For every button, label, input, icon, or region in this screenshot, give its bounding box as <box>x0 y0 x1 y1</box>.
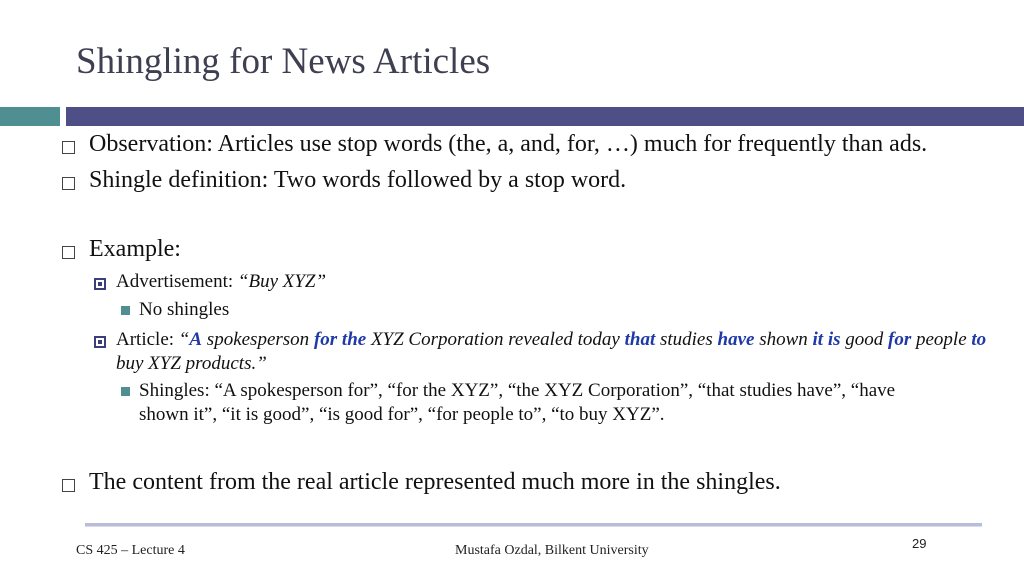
advertisement-text: “Buy XYZ” <box>237 271 327 292</box>
shingles-line-2: shown it”, “it is good”, “is good for”, “for people to”, “to buy XYZ”. <box>139 404 665 425</box>
stopword-for-the: for the <box>313 329 367 350</box>
sub-bullet-icon <box>94 336 106 348</box>
article-text: people <box>911 329 972 350</box>
footer-divider-shadow <box>85 526 982 527</box>
article-quote-open: “ <box>178 329 190 350</box>
square-bullet-icon <box>121 306 130 315</box>
article-text: shown <box>754 329 813 350</box>
article-label: Article: <box>116 329 179 350</box>
stopword-it-is: it is <box>812 329 841 350</box>
bullet-example: Example: <box>89 236 181 262</box>
bullet-shingle-definition: Shingle definition: Two words followed by a stop word. <box>89 167 627 193</box>
bullet-advertisement <box>116 271 326 293</box>
shingles-line-1: Shingles: “A spokesperson for”, “for the XYZ”, “the XYZ Corporation”, “that studies have”, “have <box>139 380 896 401</box>
bullet-box-icon <box>62 177 75 190</box>
bullet-article <box>116 328 1016 376</box>
bullet-conclusion: The content from the real article represented much more in the shingles. <box>89 469 781 495</box>
stopword-for: for <box>888 329 912 350</box>
advertisement-label: Advertisement: <box>116 271 238 292</box>
slide-title: Shingling for News Articles <box>76 41 491 82</box>
article-text: studies <box>655 329 718 350</box>
stopword-have: have <box>717 329 755 350</box>
title-accent-bar-right <box>66 107 1024 126</box>
bullet-box-icon <box>62 479 75 492</box>
page-number: 29 <box>912 536 927 551</box>
bullet-box-icon <box>62 141 75 154</box>
article-text: spokesperson <box>202 329 314 350</box>
bullet-box-icon <box>62 246 75 259</box>
stopword-that: that <box>624 329 656 350</box>
footer-author: Mustafa Ozdal, Bilkent University <box>455 543 649 558</box>
article-text: buy XYZ products.” <box>116 353 267 374</box>
article-text: good <box>840 329 889 350</box>
bullet-observation: Observation: Articles use stop words (the, a, and, for, …) much for frequently than ads. <box>89 131 928 157</box>
stopword-a: A <box>189 329 203 350</box>
square-bullet-icon <box>121 387 130 396</box>
title-accent-bar-left <box>0 107 60 126</box>
article-text: XYZ Corporation revealed today <box>366 329 625 350</box>
stopword-to: to <box>971 329 987 350</box>
no-shingles-text: No shingles <box>139 299 230 320</box>
footer-course: CS 425 – Lecture 4 <box>76 543 185 558</box>
sub-bullet-icon <box>94 278 106 290</box>
